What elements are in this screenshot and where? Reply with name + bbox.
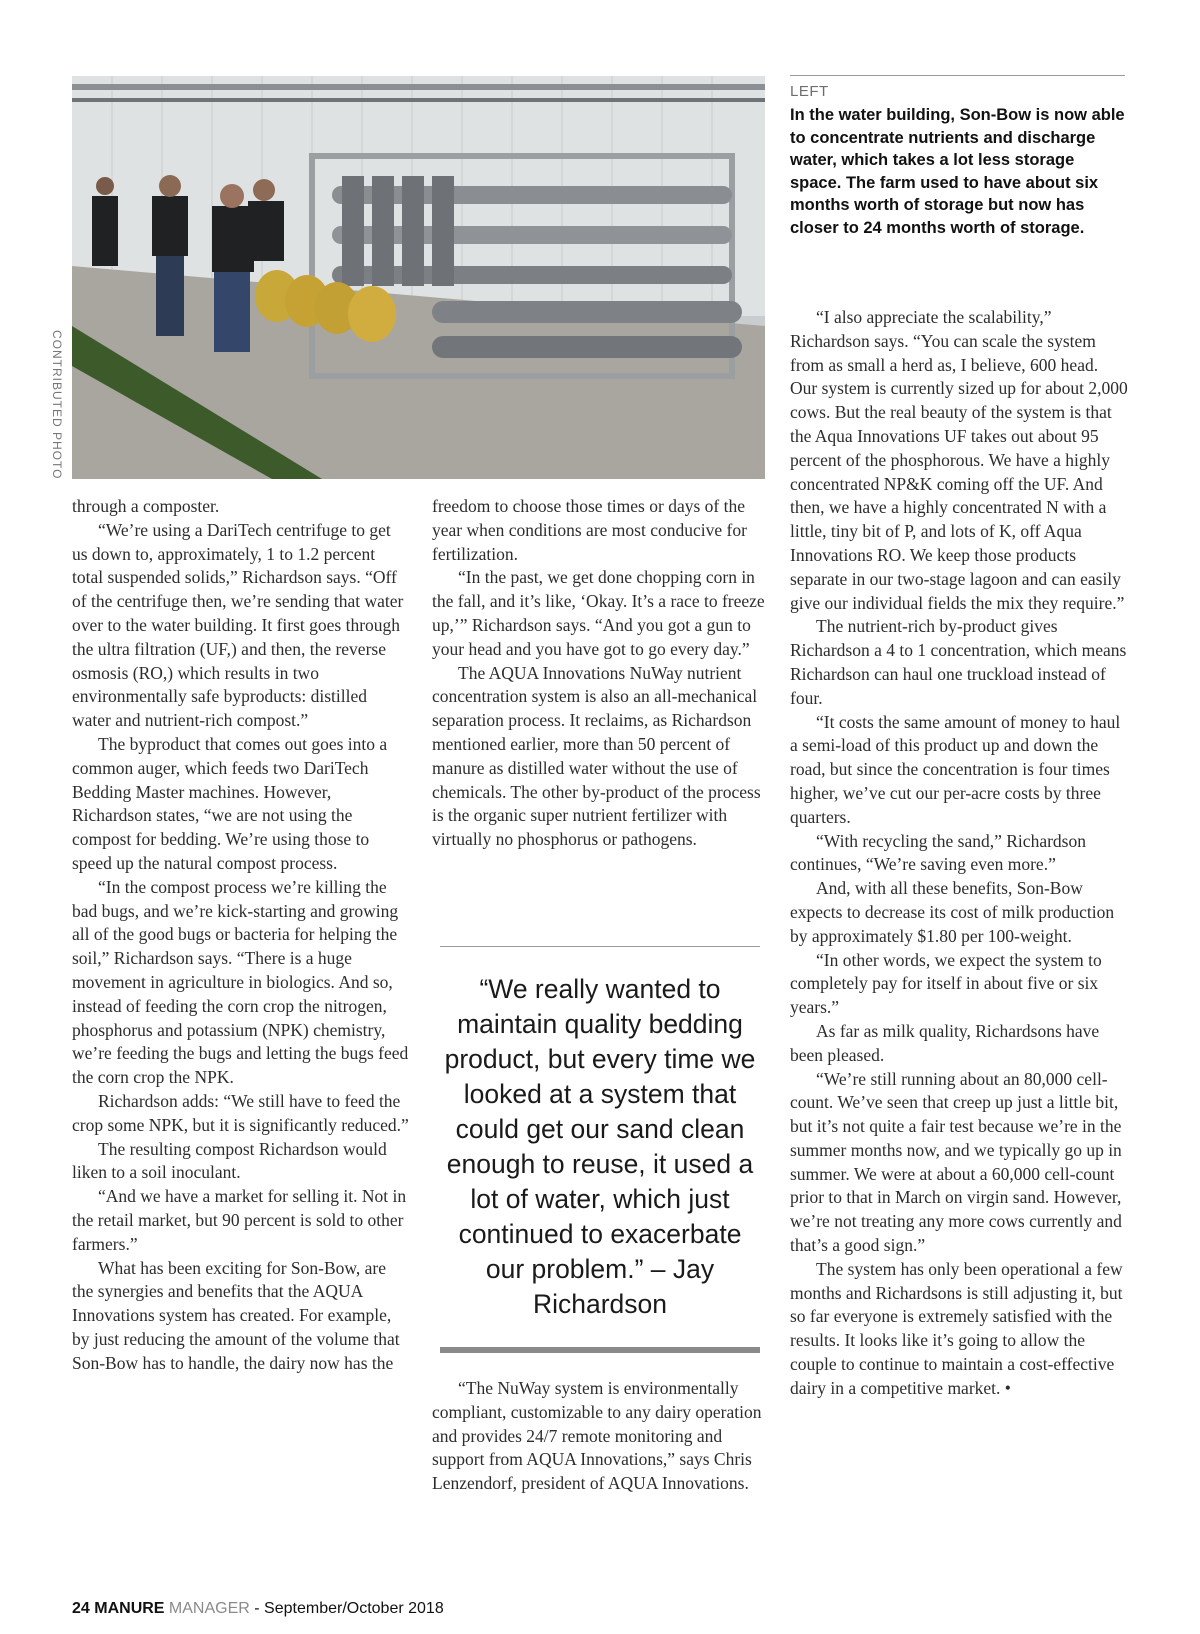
magazine-name-bold: MANURE xyxy=(94,1600,165,1617)
pullquote-top-rule xyxy=(440,946,760,947)
paragraph: The AQUA Innovations NuWay nutrient concentration system is also an all-mechanical separation process. It reclaims, as Richardson mentioned earlier, more than 50 percent of manure as distilled water without the use of chemicals. The other by-product of the process is the organic super nutrient fertilizer with virtually no phosphorus or pathogens. xyxy=(432,662,761,850)
issue-date: - September/October 2018 xyxy=(254,1600,444,1617)
page-footer xyxy=(72,1600,444,1618)
pullquote-bottom-rule xyxy=(440,1347,760,1353)
photo-credit: CONTRIBUTED PHOTO xyxy=(50,330,64,480)
paragraph: “And we have a market for selling it. Not in the retail market, but 90 percent is sold to other farmers.” xyxy=(72,1186,407,1254)
paragraph: What has been exciting for Son-Bow, are the synergies and benefits that the AQUA Innovations system has created. For example, by just reducing the amount of the volume that Son-Bow has to handle, the dairy now has the xyxy=(72,1257,400,1373)
paragraph: The nutrient-rich by-product gives Richardson a 4 to 1 concentration, which means Richardson can haul one truckload instead of four. xyxy=(790,616,1127,708)
paragraph: Richardson adds: “We still have to feed the crop some NPK, but it is significantly reduced.” xyxy=(72,1090,409,1135)
paragraph: As far as milk quality, Richardsons have been pleased. xyxy=(790,1020,1100,1065)
paragraph: The resulting compost Richardson would liken to a soil inoculant. xyxy=(72,1138,387,1183)
article-column-1 xyxy=(72,495,410,1375)
article-column-3 xyxy=(790,306,1128,1401)
pull-quote: “We really wanted to maintain quality bedding product, but every time we looked at a system that could get our sand clean enough to reuse, it used a lot of water, which just continued to exacerbate our problem.” – Jay Richardson xyxy=(444,974,756,1319)
article-column-2-continued xyxy=(432,1377,765,1496)
magazine-name-light: MANAGER xyxy=(168,1600,250,1617)
paragraph: And, with all these benefits, Son-Bow expects to decrease its cost of milk production by approximately $1.80 per 100-weight. xyxy=(790,878,1115,946)
article-photo xyxy=(72,76,765,479)
paragraph: “We’re still running about an 80,000 cell-count. We’ve seen that creep up just a little bit, but it’s not quite a fair test because we’re in the summer months now, and we typically go up in summer. We were at about a 60,000 cell-count prior to that in March on virgin sand. However, we’re not treating any more cows currently and that’s a good sign.” xyxy=(790,1068,1122,1256)
paragraph: “We’re using a DariTech centrifuge to get us down to, approximately, 1 to 1.2 percent total suspended solids,” Richardson says. “Off of the centrifuge then, we’re sending that water over to the water building. It first goes through the ultra filtration (UF,) and then, the reverse osmosis (RO,) which results in two environmentally safe byproducts: distilled water and nutrient-rich compost.” xyxy=(72,519,404,731)
page-number: 24 xyxy=(72,1600,90,1617)
caption-text: In the water building, Son-Bow is now able to concentrate nutrients and discharge water, which takes a lot less storage space. The farm used to have about six months worth of storage but now has closer to 24 months worth of storage. xyxy=(790,106,1125,237)
paragraph: “In the compost process we’re killing the bad bugs, and we’re kick-starting and growing all of the good bugs or bacteria for helping the soil,” Richardson says. “There is a huge movement in agriculture in biologics. And so, instead of feeding the corn crop the nitrogen, phosphorus and potassium (NPK) chemistry, we’re feeding the bugs and letting the bugs feed the corn crop the NPK. xyxy=(72,876,409,1088)
paragraph: “In the past, we get done chopping corn in the fall, and it’s like, ‘Okay. It’s a race to freeze up,’” Richardson says. “And you got a gun to your head and you have got to go every day.” xyxy=(432,567,765,659)
paragraph: through a composter. xyxy=(72,496,220,516)
paragraph: “The NuWay system is environmentally compliant, customizable to any dairy operation and provides 24/7 remote monitoring and support from AQUA Innovations,” says Chris Lenzendorf, president of AQUA Innovations. xyxy=(432,1378,762,1494)
paragraph: “I also appreciate the scalability,” Richardson says. “You can scale the system from as small a herd as, I believe, 600 head. Our system is currently sized up for about 2,000 cows. But the real beauty of the system is that the Aqua Innovations UF takes out about 95 percent of the phosphorous. We have a highly concentrated NP&K coming off the UF. And then, we have a highly concentrated N with a little, tiny bit of P, and lots of K, off Aqua Innovations RO. We keep those products separate in our two-stage lagoon and can easily give our individual fields the mix they require.” xyxy=(790,307,1128,613)
article-column-2 xyxy=(432,495,765,852)
paragraph: “In other words, we expect the system to completely pay for itself in about five or six years.” xyxy=(790,949,1102,1018)
caption-rule xyxy=(790,75,1125,76)
paragraph: “With recycling the sand,” Richardson continues, “We’re saving even more.” xyxy=(790,830,1086,875)
paragraph: “It costs the same amount of money to haul a semi-load of this product up and down the road, but since the concentration is four times higher, we’ve cut our per-acre costs by three quarters. xyxy=(790,711,1121,827)
paragraph: freedom to choose those times or days of the year when conditions are most conducive for fertilization. xyxy=(432,496,747,564)
caption-label: LEFT xyxy=(790,83,829,100)
paragraph: The system has only been operational a few months and Richardsons is still adjusting it, but so far everyone is extremely satisfied with the results. It looks like it’s going to allow the couple to continue to maintain a cost-effective dairy in a competitive market. • xyxy=(790,1258,1123,1398)
paragraph: The byproduct that comes out goes into a common auger, which feeds two DariTech Bedding Master machines. However, Richardson states, “we are not using the compost for bedding. We’re using those to speed up the natural compost process. xyxy=(72,733,388,873)
